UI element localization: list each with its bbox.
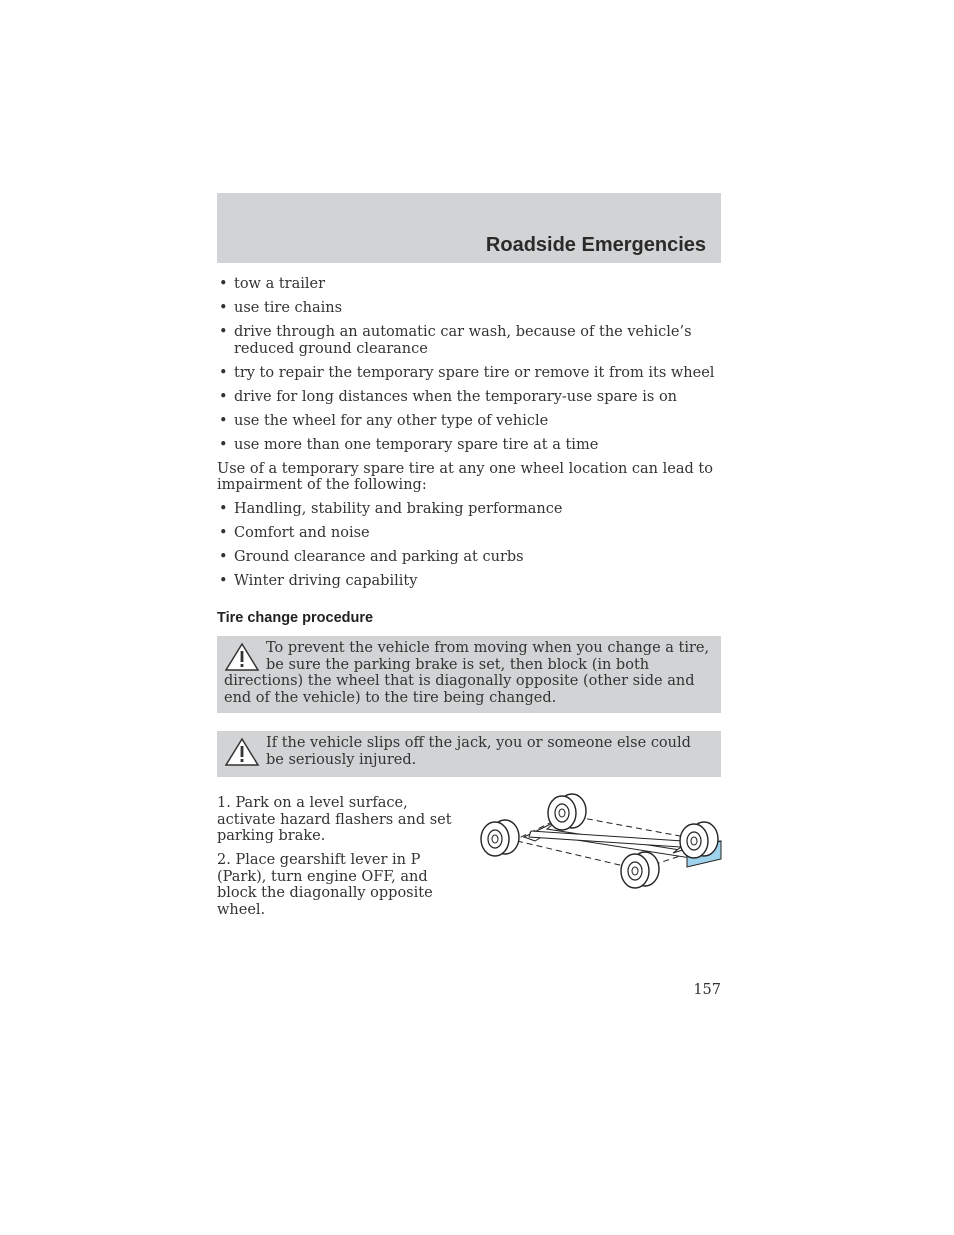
warning-text: If the vehicle slips off the jack, you or someone else could be seriously injured.	[266, 735, 691, 768]
diagonal-arrow	[524, 821, 699, 859]
list-item: • use tire chains	[217, 300, 721, 317]
list-item: • Ground clearance and parking at curbs	[217, 549, 721, 566]
step-2: 2. Place gearshift lever in P (Park), turn engine OFF, and block the diagonally opposite wheel.	[217, 852, 433, 918]
list-item: • use more than one temporary spare tire at a time	[217, 437, 721, 454]
section-header	[217, 193, 721, 263]
impairment-list	[217, 501, 721, 590]
restriction-list	[217, 276, 721, 453]
wheel	[548, 794, 586, 830]
warning-box	[217, 731, 721, 777]
procedure-steps	[217, 795, 721, 918]
page-content	[217, 276, 721, 918]
warning-box	[217, 636, 721, 713]
wheel	[621, 852, 659, 888]
warning-triangle-icon	[224, 642, 260, 672]
intro-paragraph: Use of a temporary spare tire at any one wheel location can lead to impairment of the following:	[217, 460, 713, 493]
list-item: • use the wheel for any other type of vehicle	[217, 413, 721, 430]
section-title: Roadside Emergencies	[485, 234, 706, 256]
list-item: • tow a trailer	[217, 276, 721, 293]
list-item: • Handling, stability and braking performance	[217, 501, 721, 518]
wheel	[680, 822, 718, 858]
page-number: 157	[693, 982, 721, 998]
list-item: • drive through an automatic car wash, because of the vehicle’s reduced ground clearance	[217, 324, 721, 357]
list-item: • drive for long distances when the temporary-use spare is on	[217, 389, 721, 406]
subsection-heading: Tire change procedure	[217, 609, 374, 626]
step-1: 1. Park on a level surface, activate hazard flashers and set parking brake.	[217, 795, 452, 844]
warning-text: To prevent the vehicle from moving when you change a tire, be sure the parking brake is set, then block (in both directions) the wheel that is diagonally opposite (other side and end of the vehicle) to the tire being changed.	[224, 640, 710, 706]
list-item: • try to repair the temporary spare tire or remove it from its wheel	[217, 365, 721, 382]
wheel-block-diagram	[477, 789, 723, 889]
list-item: • Comfort and noise	[217, 525, 721, 542]
wheel	[481, 820, 519, 856]
warning-triangle-icon	[224, 737, 260, 767]
list-item: • Winter driving capability	[217, 573, 721, 590]
